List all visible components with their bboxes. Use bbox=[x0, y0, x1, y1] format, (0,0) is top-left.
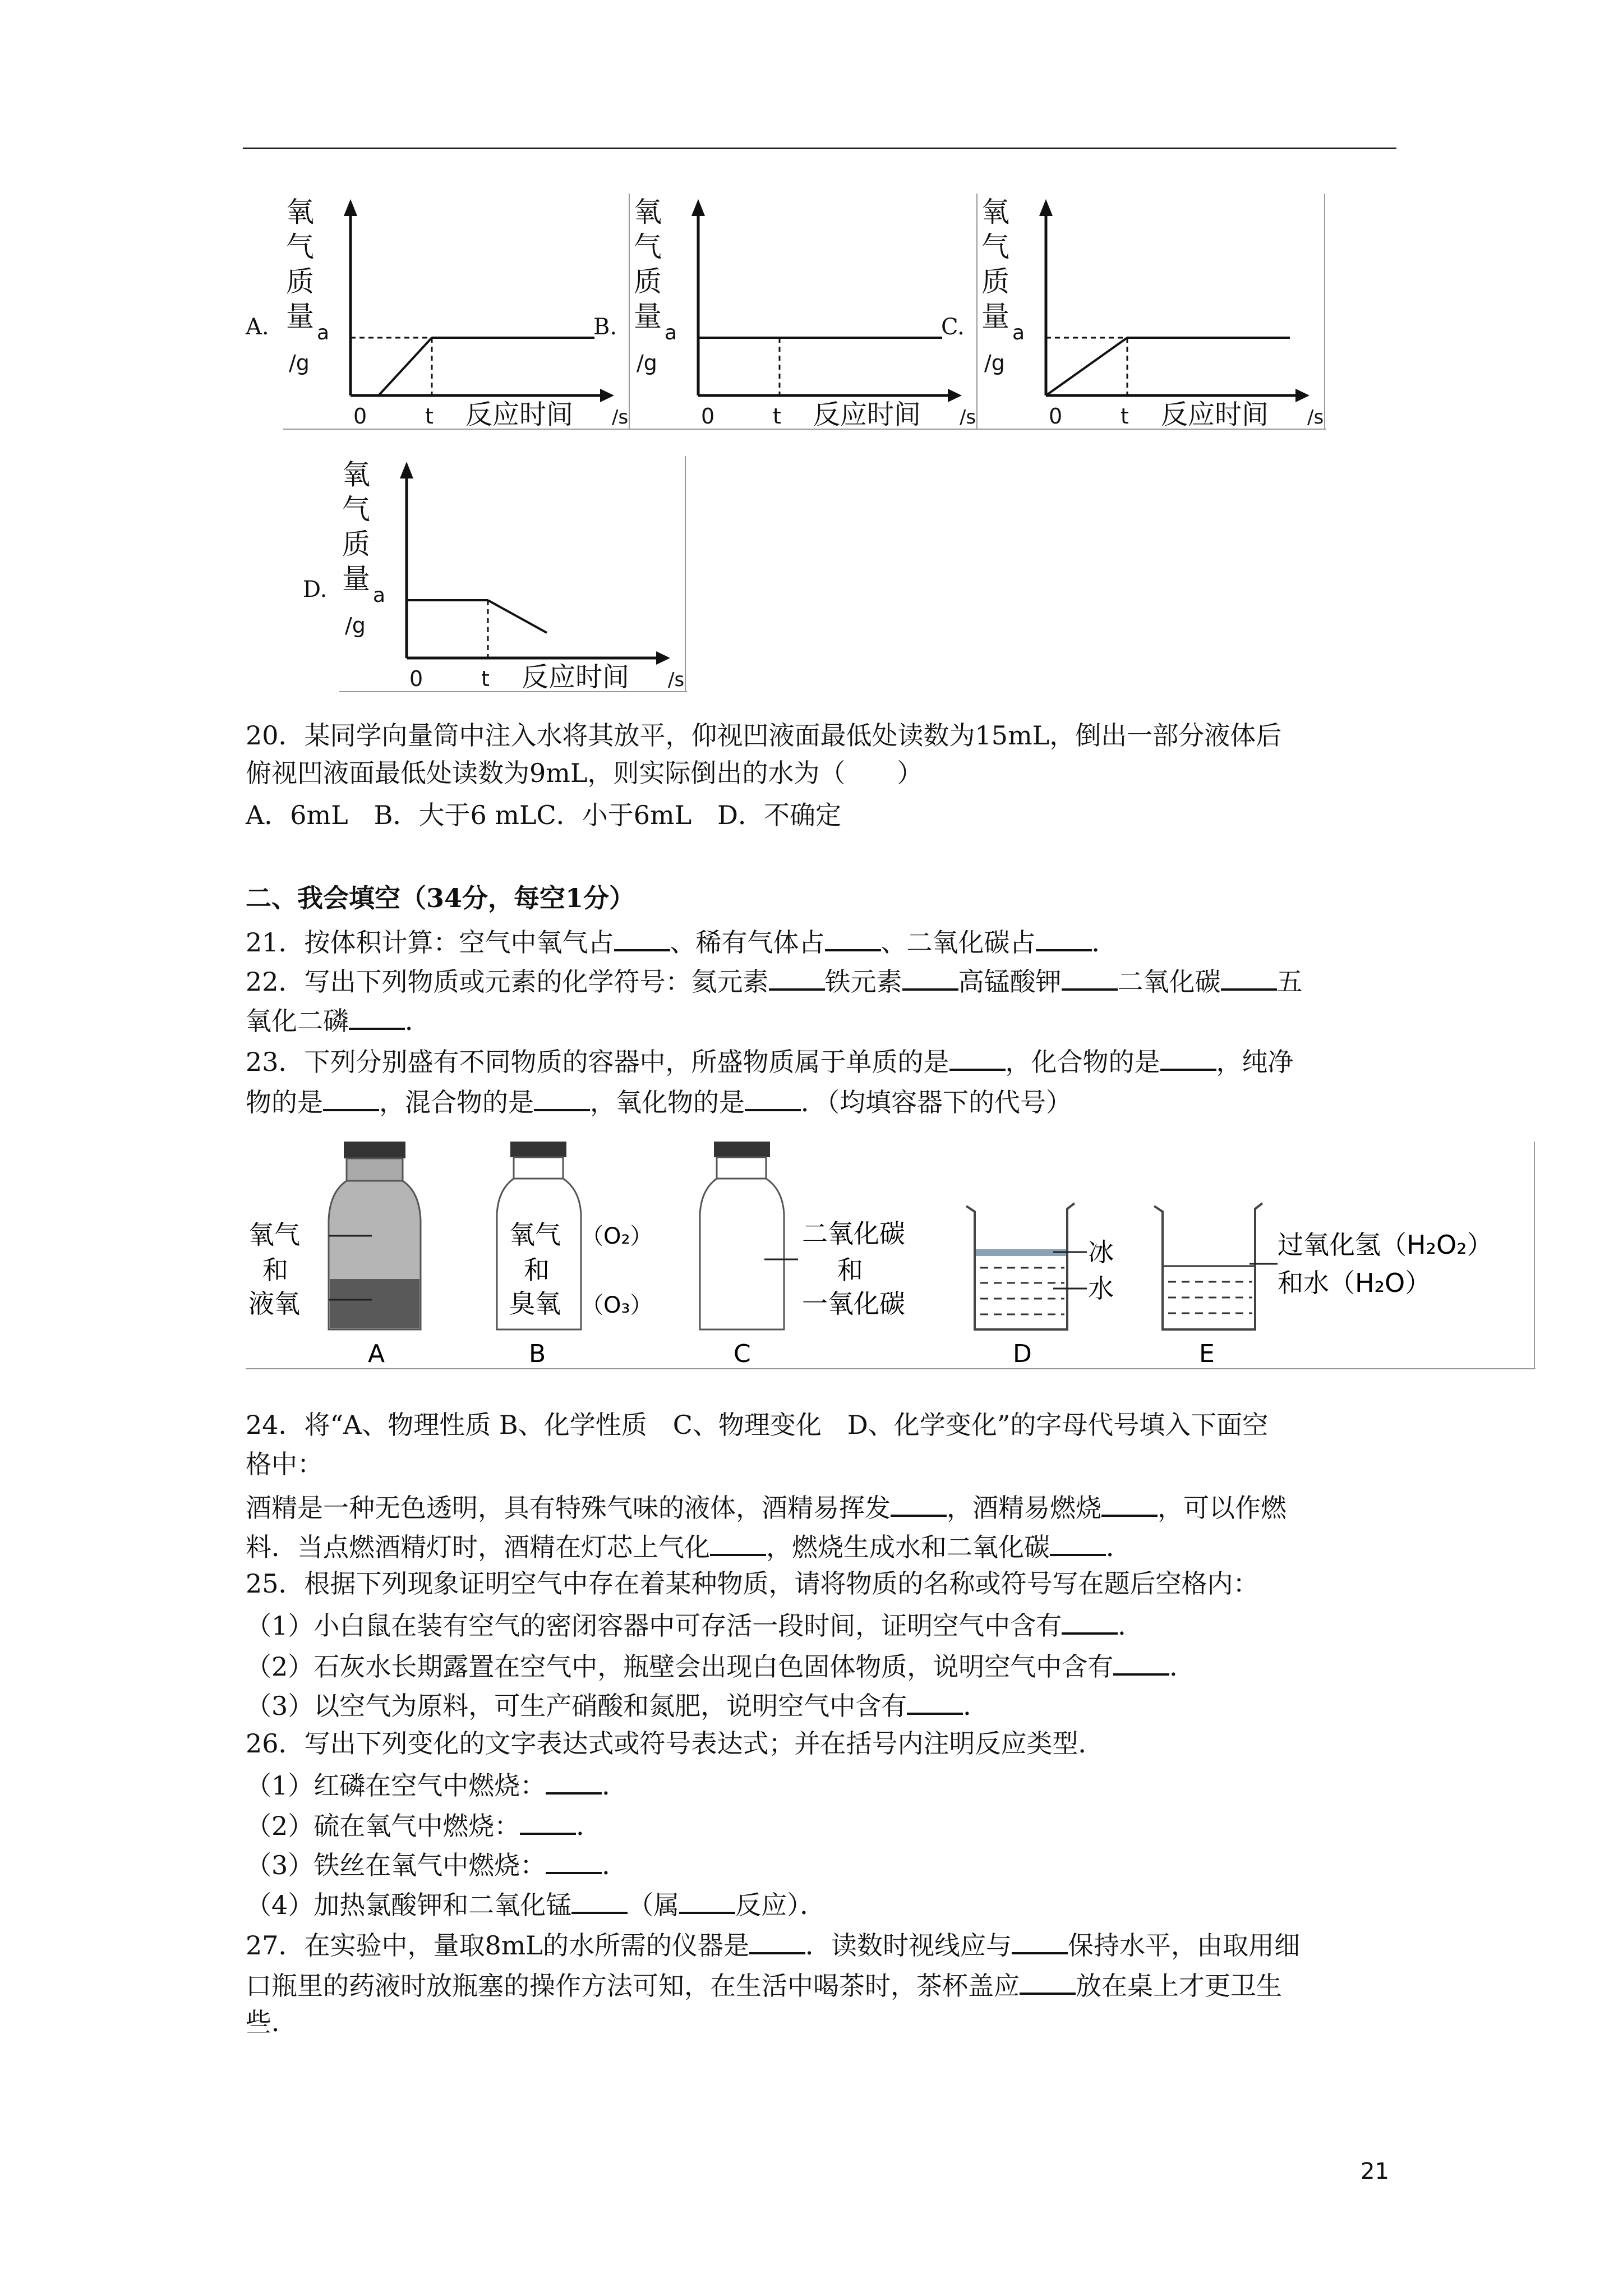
q26-s3: （3）铁丝在氧气中燃烧： ． bbox=[246, 1850, 628, 1880]
x-axis-arrow bbox=[1295, 389, 1310, 402]
header-rule bbox=[243, 148, 1396, 149]
y-axis-unit: /g bbox=[637, 351, 657, 375]
beaker-d bbox=[966, 1203, 1114, 1368]
a-tick-label: a bbox=[317, 321, 330, 344]
y-axis-label-char: 质 bbox=[286, 265, 314, 298]
y-axis-label-char: 气 bbox=[286, 231, 314, 263]
x-axis-label: 反应时间 bbox=[522, 661, 630, 693]
q22-line2: 氧化二磷 ． bbox=[246, 1006, 431, 1036]
q24-line4: 料．当点燃酒精灯时，酒精在灯芯上气化 ，燃烧生成水和二氧化碳 ． bbox=[246, 1532, 1132, 1562]
q27-line1: 27．在实验中，量取8mL的水所需的仪器是 ．读数时视线应与 保持水平，由取用细 bbox=[246, 1930, 1300, 1961]
graph-option-letter: B. bbox=[593, 314, 617, 340]
page-number: 21 bbox=[1361, 2159, 1389, 2184]
beaker-e-label1: 过氧化氢（H₂O₂） bbox=[1278, 1230, 1493, 1260]
y-axis-label-char: 质 bbox=[981, 265, 1009, 298]
q26-line1: 26．写出下列变化的文字表达式或符号表达式；并在括号内注明反应类型． bbox=[246, 1728, 1104, 1759]
a-tick-label: a bbox=[665, 321, 677, 344]
graph-option bbox=[283, 191, 631, 438]
y-axis-label-char: 量 bbox=[286, 300, 314, 333]
graph-option-letter: A. bbox=[246, 314, 269, 340]
graph-svg bbox=[283, 191, 631, 438]
y-axis-label-char: 氧 bbox=[634, 196, 662, 228]
q20-line1: 20．某同学向量筒中注入水将其放平，仰视凹液面最低处读数为15mL，倒出一部分液体后 bbox=[246, 720, 1282, 751]
bottle-b-letter: B bbox=[529, 1340, 546, 1368]
t-tick-label: t bbox=[425, 404, 434, 429]
t-tick-label: t bbox=[773, 404, 781, 429]
x-axis-label: 反应时间 bbox=[1161, 399, 1269, 430]
x-axis-unit: /s bbox=[612, 406, 629, 429]
series-line-rise bbox=[379, 338, 432, 395]
beaker-d-label2: 水 bbox=[1088, 1273, 1114, 1304]
x-axis-unit: /s bbox=[960, 406, 976, 429]
x-axis-unit: /s bbox=[668, 669, 685, 691]
bottle-c-label2: 和 bbox=[837, 1255, 863, 1285]
q25-s3: （3）以空气为原料，可生产硝酸和氮肥，说明空气中含有 ． bbox=[246, 1691, 989, 1721]
y-axis-label-char: 氧 bbox=[981, 196, 1009, 228]
bottle-a-label1: 氧气 bbox=[248, 1220, 300, 1250]
bottle-c-letter: C bbox=[734, 1340, 751, 1368]
q26-s1: （1）红磷在空气中燃烧： ． bbox=[246, 1770, 628, 1801]
series-line-fall bbox=[488, 600, 547, 633]
series-line-rise bbox=[1046, 338, 1127, 395]
q24-line1: 24．将“A、物理性质 B、化学性质 C、物理变化 D、化学变化”的字母代号填入下面空 bbox=[246, 1410, 1269, 1440]
graph-option bbox=[979, 191, 1326, 438]
bottle-c bbox=[700, 1142, 905, 1368]
y-axis-unit: /g bbox=[984, 351, 1005, 375]
q27-line2: 口瓶里的药液时放瓶塞的操作方法可知，在生活中喝茶时，茶杯盖应 放在桌上才更卫生 bbox=[246, 1971, 1282, 2001]
y-axis-label-char: 氧 bbox=[286, 196, 314, 228]
q21: 21．按体积计算：空气中氧气占 、稀有气体占 、二氧化碳占 ． bbox=[246, 927, 1118, 958]
bottle-a-label2: 和 bbox=[262, 1255, 288, 1285]
graph-svg bbox=[631, 191, 979, 438]
y-axis-unit: /g bbox=[289, 351, 310, 375]
q23-line2: 物的是 ，混合物的是 ，氧化物的是 ．（均填容器下的代号） bbox=[246, 1087, 1072, 1117]
graph-option bbox=[631, 191, 979, 438]
q20-options: A．6mL B．大于6 mLC．小于6mL D．不确定 bbox=[246, 800, 842, 830]
graph-option-letter: C. bbox=[941, 314, 965, 340]
graph-option-letter: D. bbox=[303, 577, 328, 602]
y-axis-label-char: 量 bbox=[342, 563, 370, 595]
bottle-b-label3: 臭氧 bbox=[509, 1289, 561, 1319]
y-axis-unit: /g bbox=[345, 613, 366, 638]
q24-line2: 格中： bbox=[246, 1449, 323, 1479]
graph-svg bbox=[339, 453, 687, 700]
x-axis-unit: /s bbox=[1307, 406, 1324, 429]
x-axis-arrow bbox=[656, 651, 670, 665]
graph-svg bbox=[979, 191, 1326, 438]
bottle-b-label2: 和 bbox=[524, 1255, 550, 1285]
origin-label: 0 bbox=[409, 666, 423, 691]
beaker-e-label2: 和水（H₂O） bbox=[1278, 1268, 1431, 1298]
y-axis-label-char: 气 bbox=[981, 231, 1009, 263]
q22-line1: 22．写出下列物质或元素的化学符号：氦元素 铁元素 高锰酸钾 二氧化碳 五 bbox=[246, 967, 1303, 997]
section-heading: 二、我会填空（34分，每空1分） bbox=[246, 883, 635, 913]
bottle-b-label1: 氧气 bbox=[509, 1220, 561, 1250]
bottle-a-letter: A bbox=[368, 1340, 385, 1368]
q20-line2: 俯视凹液面最低处读数为9mL，则实际倒出的水为（ ） bbox=[246, 758, 923, 788]
origin-label: 0 bbox=[353, 404, 367, 429]
bottle-c-label1: 二氧化碳 bbox=[802, 1218, 905, 1249]
bottle-b-formula2: （O₃） bbox=[581, 1292, 653, 1318]
a-tick-label: a bbox=[373, 584, 386, 607]
beaker-d-label1: 冰 bbox=[1088, 1237, 1114, 1267]
t-tick-label: t bbox=[481, 666, 490, 691]
y-axis-label-char: 气 bbox=[634, 231, 662, 263]
y-axis-label-char: 量 bbox=[981, 300, 1009, 333]
beaker-d-letter: D bbox=[1013, 1340, 1032, 1368]
y-axis-label-char: 质 bbox=[342, 528, 370, 560]
bottle-a-label3: 液氧 bbox=[248, 1289, 300, 1319]
beaker-e bbox=[1154, 1203, 1493, 1368]
x-axis-arrow bbox=[600, 389, 614, 402]
q25-line1: 25．根据下列现象证明空气中存在着某种物质，请将物质的名称或符号写在题后空格内： bbox=[246, 1568, 1259, 1599]
bottle-a bbox=[248, 1142, 421, 1368]
graph-option bbox=[339, 453, 687, 700]
y-axis-label-char: 气 bbox=[342, 493, 370, 526]
x-axis-label: 反应时间 bbox=[465, 399, 574, 430]
q26-s2: （2）硫在氧气中燃烧： ． bbox=[246, 1811, 602, 1841]
y-axis-arrow bbox=[1039, 199, 1053, 216]
origin-label: 0 bbox=[1049, 404, 1063, 429]
t-tick-label: t bbox=[1121, 404, 1129, 429]
y-axis-label-char: 质 bbox=[634, 265, 662, 298]
bottle-b bbox=[497, 1142, 653, 1368]
bottle-c-label3: 一氧化碳 bbox=[802, 1289, 905, 1319]
y-axis-arrow bbox=[344, 199, 357, 216]
q24-line3: 酒精是一种无色透明，具有特殊气味的液体，酒精易挥发 ，酒精易燃烧 ，可以作燃 bbox=[246, 1493, 1287, 1523]
q27-line3: 些． bbox=[246, 2007, 297, 2037]
x-axis-arrow bbox=[948, 389, 962, 402]
y-axis-arrow bbox=[691, 199, 705, 216]
q23-line1: 23．下列分别盛有不同物质的容器中，所盛物质属于单质的是 ，化合物的是 ，纯净 bbox=[246, 1047, 1294, 1077]
a-tick-label: a bbox=[1012, 321, 1025, 344]
y-axis-arrow bbox=[400, 462, 413, 478]
q26-s4: （4）加热氯酸钾和二氧化锰 （属 反应）． bbox=[246, 1890, 826, 1920]
q25-s2: （2）石灰水长期露置在空气中，瓶壁会出现白色固体物质，说明空气中含有 ． bbox=[246, 1651, 1196, 1682]
origin-label: 0 bbox=[701, 404, 715, 429]
y-axis-label-char: 量 bbox=[634, 300, 662, 333]
q25-s1: （1）小白鼠在装有空气的密闭容器中可存活一段时间，证明空气中含有 ． bbox=[246, 1611, 1144, 1641]
x-axis-label: 反应时间 bbox=[813, 399, 921, 430]
beaker-e-letter: E bbox=[1199, 1340, 1215, 1368]
containers-figure bbox=[246, 1142, 1536, 1391]
y-axis-label-char: 氧 bbox=[342, 458, 370, 491]
bottle-b-formula1: （O₂） bbox=[581, 1223, 653, 1249]
